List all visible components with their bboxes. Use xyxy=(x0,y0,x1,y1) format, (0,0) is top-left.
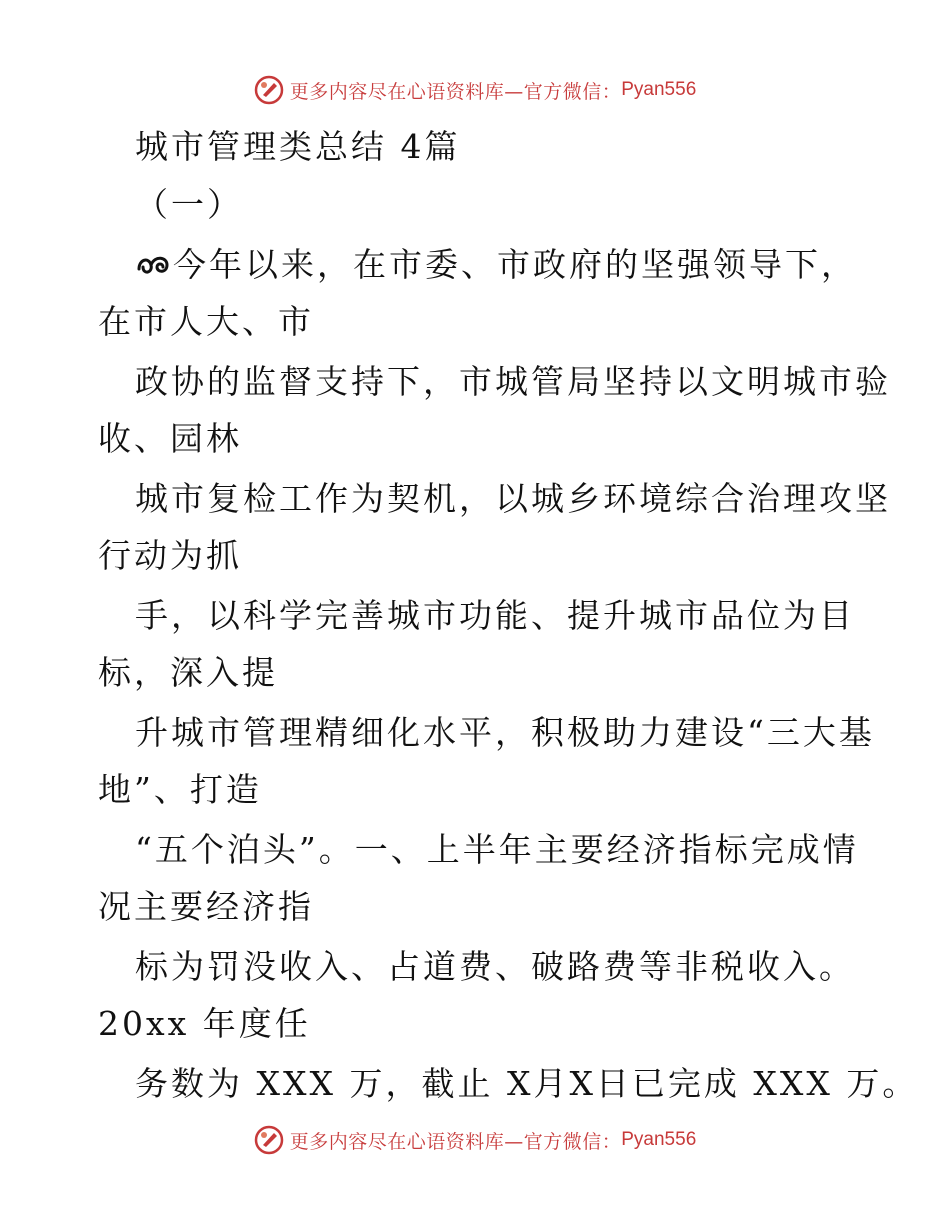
footer-watermark xyxy=(0,1120,950,1160)
watermark-contact: Pyan556 xyxy=(621,1129,697,1150)
paragraph-line: 手，以科学完善城市功能、提升城市品位为目 xyxy=(135,596,855,635)
watermark-contact: Pyan556 xyxy=(621,79,697,100)
watermark-text: 更多内容尽在心语资料库—官方微信： xyxy=(289,80,622,103)
brand-logo-icon xyxy=(254,1125,284,1155)
paragraph-line: 标为罚没收入、占道费、破路费等非税收入。 xyxy=(135,947,855,986)
paragraph-line: 政协的监督支持下，市城管局坚持以文明城市验 xyxy=(135,362,891,401)
paragraph-line: 务数为 XXX 万，截止 X月X日已完成 XXX 万。 xyxy=(135,1064,919,1103)
paragraph-line: 在市人大、市 xyxy=(98,302,314,341)
paragraph-line: 20xx 年度任 xyxy=(98,1004,311,1043)
paragraph-line: 升城市管理精细化水平，积极助力建设“三大基 xyxy=(135,713,875,752)
section-heading: （一） xyxy=(135,185,243,224)
watermark-text: 更多内容尽在心语资料库—官方微信： xyxy=(289,1130,622,1153)
paragraph-line-text: 今年以来，在市委、市政府的坚强领导下， xyxy=(173,245,857,284)
paragraph-line: 地”、打造 xyxy=(98,770,262,809)
brand-logo-icon xyxy=(254,75,284,105)
paragraph-line xyxy=(135,245,857,285)
document-title: 城市管理类总结 4篇 xyxy=(135,127,461,166)
paragraph-line: “五个泊头”。一、上半年主要经济指标完成情 xyxy=(135,830,859,869)
paragraph-line: 城市复检工作为契机，以城乡环境综合治理攻坚 xyxy=(135,479,891,518)
paragraph-line: 标，深入提 xyxy=(98,653,278,692)
paragraph-line: 收、园林 xyxy=(98,419,242,458)
ornament-icon xyxy=(135,251,171,279)
paragraph-line: 行动为抓 xyxy=(98,536,242,575)
paragraph-line: 况主要经济指 xyxy=(98,887,314,926)
header-watermark xyxy=(0,70,950,110)
